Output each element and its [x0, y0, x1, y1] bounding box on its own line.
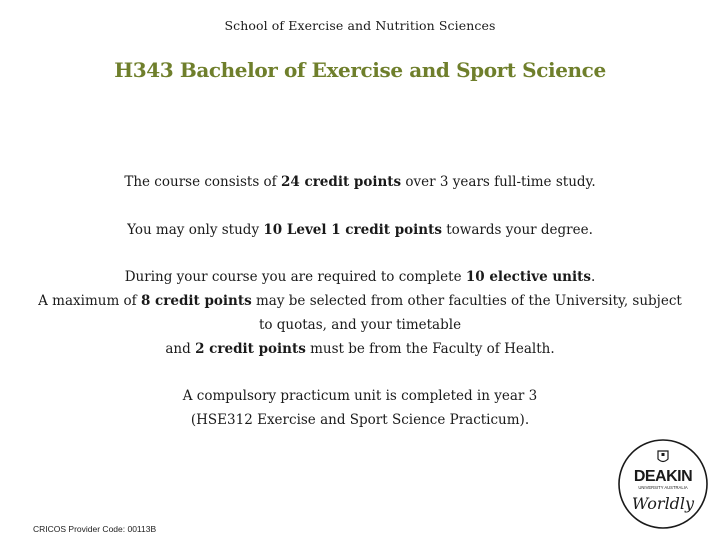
p3-bold-b: 10 elective units [465, 269, 591, 285]
elective-units-text [30, 265, 690, 361]
p2-bold: 10 Level 1 credit points [263, 222, 442, 238]
p3-bold-e: 8 credit points [140, 293, 252, 309]
p2-text-a: You may only study [127, 222, 264, 238]
p3-text-a: During your course you are required to complete [124, 269, 466, 285]
p1-text-a: The course consists of [124, 174, 281, 190]
p4-line2: (HSE312 Exercise and Sport Science Practicum). [190, 412, 530, 428]
p3-text-c: . [590, 269, 596, 285]
p3-bold-h: 2 credit points [195, 341, 306, 357]
cricos-code: CRICOS Provider Code: 00113B [33, 524, 157, 534]
practicum-text [30, 384, 690, 432]
page-title: H343 Bachelor of Exercise and Sport Science [114, 58, 606, 82]
p1-bold: 24 credit points [280, 174, 402, 190]
p2-text-c: towards your degree. [441, 222, 593, 238]
deakin-logo [616, 437, 710, 531]
p4-line1: A compulsory practicum unit is completed in year 3 [182, 388, 538, 404]
level1-credit-text [30, 218, 690, 242]
deakin-logo-graphic [616, 437, 710, 531]
course-credit-points-text [30, 170, 690, 194]
p1-text-c: over 3 years full-time study. [401, 174, 596, 190]
crest-icon [658, 451, 668, 462]
school-name: School of Exercise and Nutrition Sciences [224, 18, 496, 33]
p3-text-i: must be from the Faculty of Health. [305, 341, 555, 357]
logo-name: DEAKIN [633, 468, 693, 485]
p3-text-d: A maximum of [38, 293, 141, 309]
p3-text-f: may be selected from other faculties of the University, subject to quotas, and your timetable [251, 293, 682, 333]
logo-tagline: Worldly [631, 494, 695, 513]
logo-sub: UNIVERSITY AUSTRALIA [638, 485, 688, 490]
p3-text-g: and [165, 341, 196, 357]
